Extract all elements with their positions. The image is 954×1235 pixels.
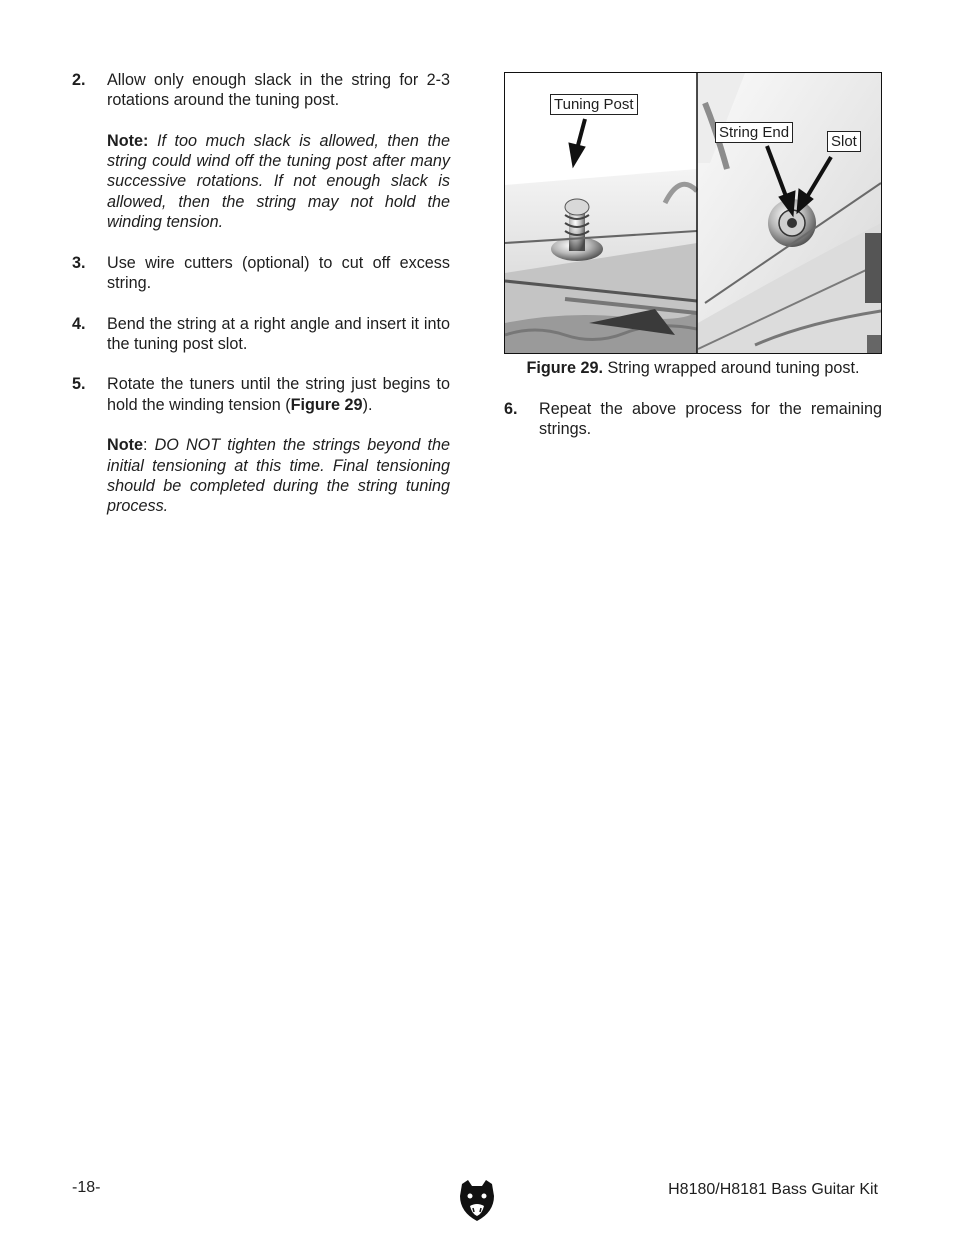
step-text: Repeat the above process for the remaining strings. <box>539 400 882 439</box>
step-text-end: ). <box>362 395 373 414</box>
step-text: Rotate the tuners until the string just begins to hold the winding tension ( <box>107 375 450 414</box>
step-number: 2. <box>72 71 86 89</box>
right-photo-panel <box>698 73 881 353</box>
left-photo-panel <box>505 73 697 353</box>
figure-caption <box>504 359 882 378</box>
bear-logo-icon <box>458 1178 496 1222</box>
step-3 <box>72 253 450 294</box>
note-label: Note <box>107 436 143 455</box>
note-label: Note: <box>107 131 149 150</box>
step-6 <box>504 399 882 440</box>
step-2 <box>72 70 450 232</box>
string-end-label: String End <box>715 122 793 143</box>
step-number: 4. <box>72 314 86 333</box>
step-number: 3. <box>72 253 86 272</box>
slot-label: Slot <box>827 131 861 152</box>
step-text: Bend the string at a right angle and insert it into the tuning post slot. <box>107 314 450 353</box>
note-separator: : <box>142 436 155 455</box>
step-5 <box>72 374 450 516</box>
step-text: Use wire cutters (optional) to cut off excess string. <box>107 253 450 292</box>
step-4 <box>72 314 450 355</box>
caption-label: Figure 29. <box>526 359 603 377</box>
note <box>107 435 450 516</box>
left-column <box>72 70 450 537</box>
figure-29 <box>504 72 882 354</box>
note-text: DO NOT tighten the strings beyond the initial tensioning at this time. Final tensioning should be completed during the string tuning process. <box>107 436 450 516</box>
step-number: 6. <box>504 400 518 418</box>
note-text: If too much slack is allowed, then the string could wind off the tuning post after many successive rotations. If not enough slack is allowed, then the string may not hold the winding tension. <box>107 131 450 232</box>
step-number: 5. <box>72 375 86 394</box>
caption-text: String wrapped around tuning post. <box>602 359 860 377</box>
right-column <box>504 72 882 460</box>
page-number: -18- <box>72 1179 101 1196</box>
step-text: Allow only enough slack in the string for 2-3 rotations around the tuning post. <box>107 71 450 110</box>
figure-photo <box>505 73 881 353</box>
figure-reference: Figure 29 <box>290 395 363 414</box>
tuning-post-label: Tuning Post <box>550 94 638 115</box>
product-name: H8180/H8181 Bass Guitar Kit <box>668 1181 878 1198</box>
note <box>107 131 450 232</box>
